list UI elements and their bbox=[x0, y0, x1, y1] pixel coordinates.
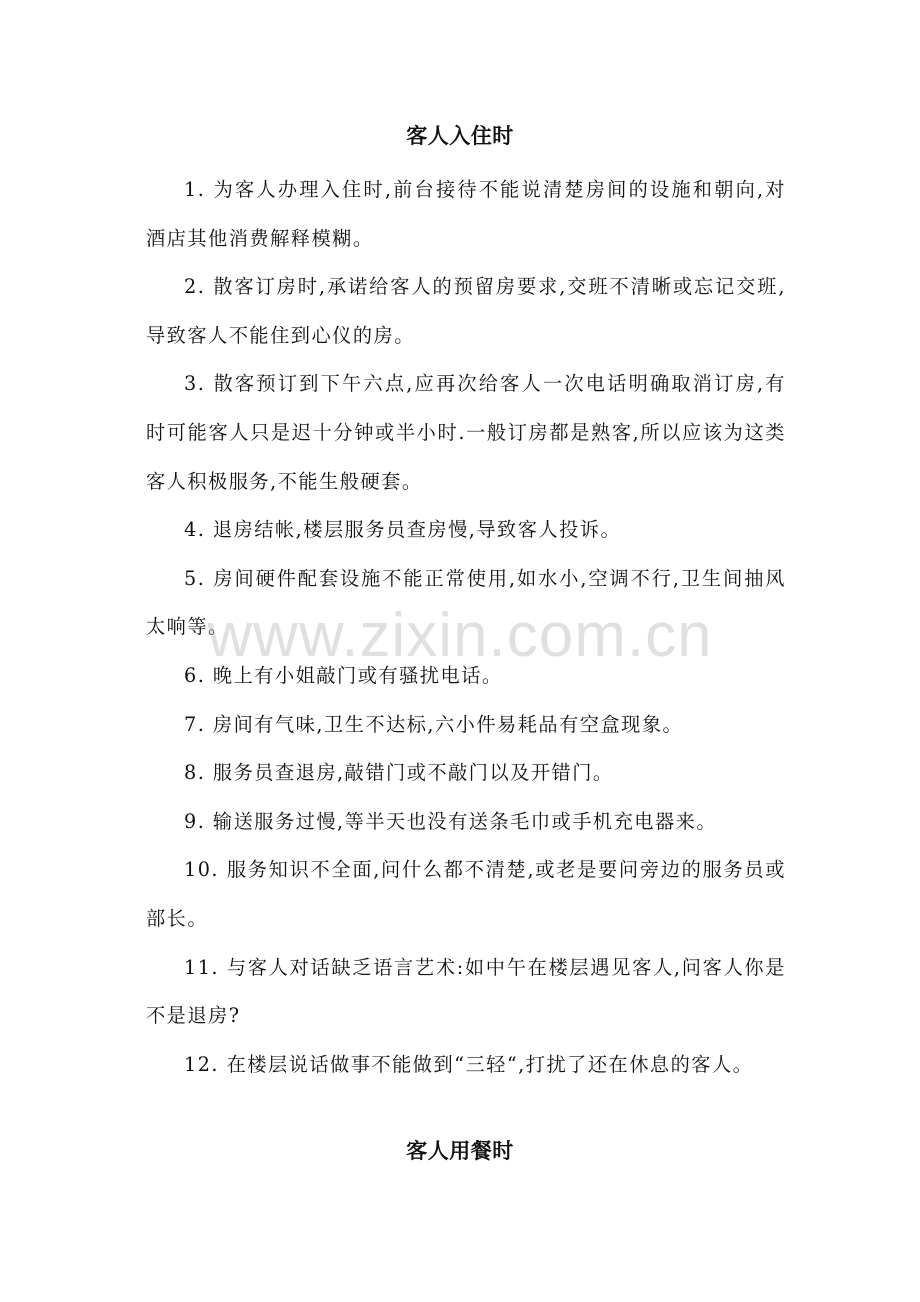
list-item: 11. 与客人对话缺乏语言艺术:如中午在楼层遇见客人,问客人你是不是退房? bbox=[146, 955, 786, 1028]
list-item: 6. 晚上有小姐敲门或有骚扰电话。 bbox=[184, 663, 503, 687]
list-item: 5. 房间硬件配套设施不能正常使用,如水小,空调不行,卫生间抽风太响等。 bbox=[146, 566, 786, 639]
complaint-list bbox=[146, 166, 786, 1089]
list-item: 2. 散客订房时,承诺给客人的预留房要求,交班不清晰或忘记交班,导致客人不能住到心仪的房。 bbox=[146, 275, 786, 347]
list-item: 7. 房间有气味,卫生不达标,六小件易耗品有空盒现象。 bbox=[184, 712, 684, 736]
section-title-check-in: 客人入住时 bbox=[406, 124, 514, 148]
list-item: 10. 服务知识不全面,问什么都不清楚,或老是要问旁边的服务员或部长。 bbox=[146, 858, 786, 930]
list-item: 1. 为客人办理入住时,前台接待不能说清楚房间的设施和朝向,对酒店其他消费解释模糊。 bbox=[146, 178, 786, 250]
list-item: 9. 输送服务过慢,等半天也没有送条毛巾或手机充电器来。 bbox=[184, 809, 718, 833]
list-item: 12. 在楼层说话做事不能做到“三轻“,打扰了还在休息的客人。 bbox=[184, 1052, 754, 1076]
list-item: 8. 服务员查退房,敲错门或不敲门以及开错门。 bbox=[184, 761, 614, 785]
list-item: 3. 散客预订到下午六点,应再次给客人一次电话明确取消订房,有时可能客人只是迟十分钟或半小时.一般订房都是熟客,所以应该为这类客人积极服务,不能生般硬套。 bbox=[146, 372, 786, 493]
section-title-dining: 客人用餐时 bbox=[406, 1139, 514, 1163]
list-item: 4. 退房结帐,楼层服务员查房慢,导致客人投诉。 bbox=[184, 518, 622, 542]
watermark: www.zixin.com.cn bbox=[207, 601, 713, 670]
